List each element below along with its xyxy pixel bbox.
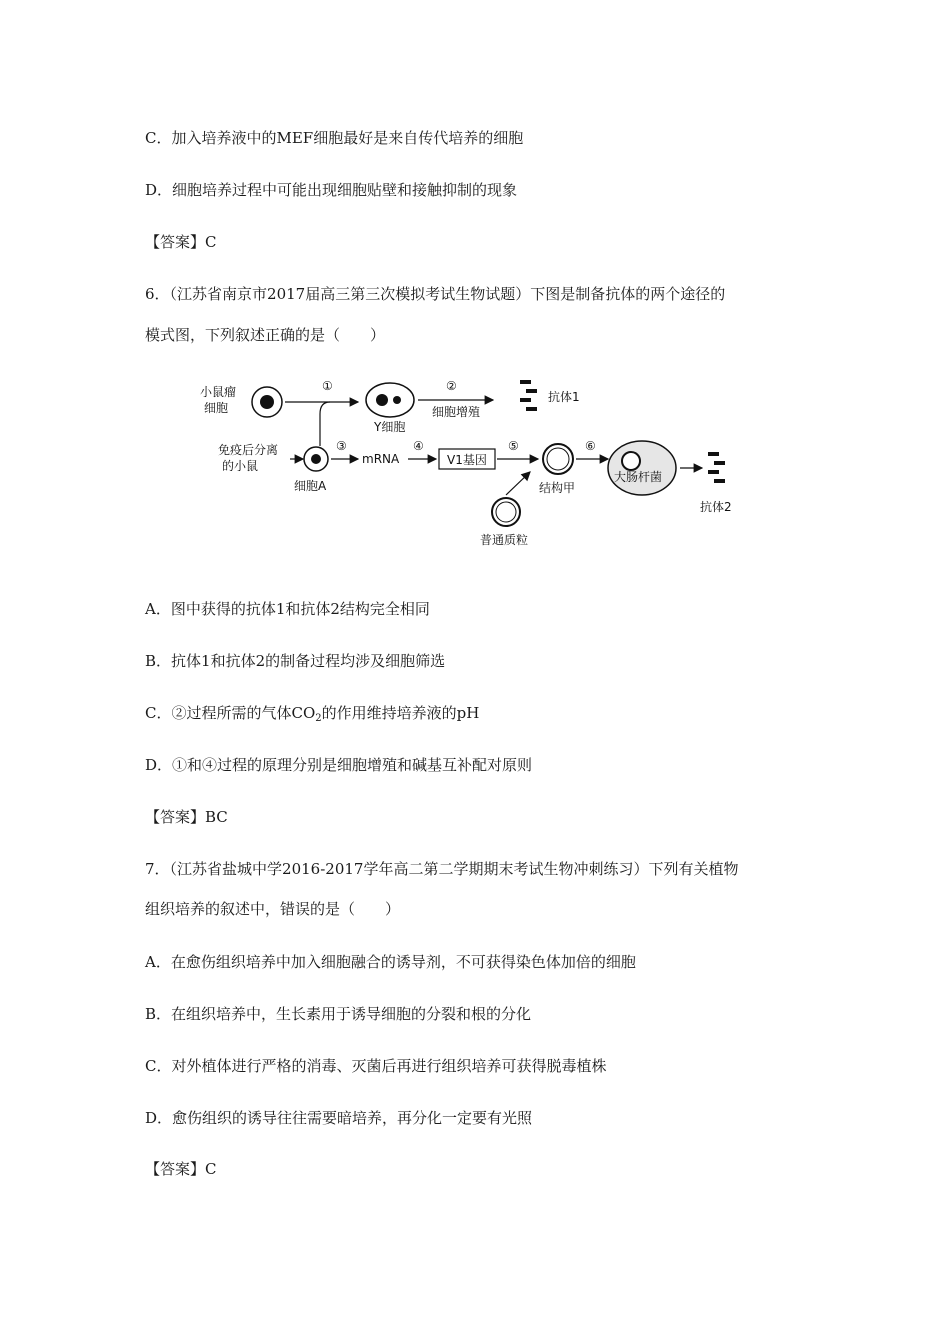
y-cell-nucleus-1-icon [376,394,388,406]
step-6-label: ⑥ [585,439,596,453]
q5-option-d: D．细胞培养过程中可能出现细胞贴壁和接触抑制的现象 [145,181,518,199]
q6-stem-line2: 模式图，下列叙述正确的是（ ） [145,326,386,344]
q7-stem-line2: 组织培养的叙述中，错误的是（ ） [145,900,401,918]
cell-a-label: 细胞A [294,479,327,493]
myeloma-label-2: 细胞 [204,401,229,415]
antibody-1-icon [520,380,537,411]
antibody-pathway-diagram [190,370,750,555]
antibody-1-label: 抗体1 [548,390,580,404]
q6-option-c [145,703,479,729]
ecoli-icon [608,441,676,495]
y-cell-label: Y细胞 [374,420,406,434]
structure-jia-label: 结构甲 [539,481,576,495]
q7-stem-line1: 7．（江苏省盐城中学2016-2017学年高二第二学期期末考试生物冲刺练习）下列有关植物 [145,860,739,878]
q6-stem-line1: 6．（江苏省南京市2017届高三第三次模拟考试生物试题）下图是制备抗体的两个途径的 [145,285,726,303]
q7-option-a: A．在愈伤组织培养中加入细胞融合的诱导剂，不可获得染色体加倍的细胞 [145,953,636,971]
v1-gene-label: V1基因 [447,453,487,467]
q6-option-a: A．图中获得的抗体1和抗体2结构完全相同 [145,600,430,618]
step-1-label: ① [322,379,333,393]
q5-option-c: C．加入培养液中的MEF细胞最好是来自传代培养的细胞 [145,129,524,147]
y-cell-nucleus-2-icon [393,396,401,404]
y-cell-icon [366,383,414,417]
q6-answer: 【答案】BC [145,808,228,826]
mrna-label: mRNA [362,452,400,466]
antibody-2-label: 抗体2 [700,500,732,514]
q6-option-c-sub: 2 [315,713,322,724]
q7-option-b: B．在组织培养中，生长素用于诱导细胞的分裂和根的分化 [145,1005,532,1023]
q6-option-d: D．①和④过程的原理分别是细胞增殖和碱基互补配对原则 [145,756,533,774]
q6-option-c-post: 的作用维持培养液的pH [321,704,480,722]
antibody-2-icon [708,452,725,483]
q6-option-c-pre: C．②过程所需的气体CO [145,704,316,722]
myeloma-label: 小鼠瘤 [200,385,237,399]
step-2-label: ② [446,379,457,393]
immunized-mouse-label: 免疫后分离 [218,443,279,457]
myeloma-nucleus-icon [260,395,274,409]
q6-option-b: B．抗体1和抗体2的制备过程均涉及细胞筛选 [145,652,446,670]
step-3-label: ③ [336,439,347,453]
step-5-label: ⑤ [508,439,519,453]
cell-a-nucleus-icon [311,454,321,464]
step-2-caption: 细胞增殖 [432,405,481,419]
plasmid-label: 普通质粒 [480,533,529,547]
ecoli-plasmid-icon [622,452,640,470]
ecoli-label: 大肠杆菌 [614,470,663,484]
q7-option-c: C．对外植体进行严格的消毒、灭菌后再进行组织培养可获得脱毒植株 [145,1057,607,1075]
q5-answer: 【答案】C [145,233,217,251]
step-4-label: ④ [413,439,424,453]
q7-option-d: D．愈伤组织的诱导往往需要暗培养，再分化一定要有光照 [145,1109,533,1127]
immunized-mouse-label-2: 的小鼠 [222,459,259,473]
q7-answer: 【答案】C [145,1160,217,1178]
